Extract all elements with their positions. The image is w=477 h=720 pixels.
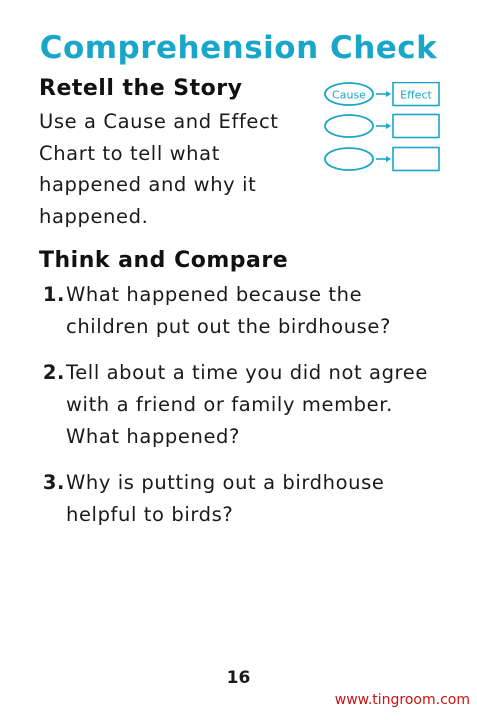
- arrow-icon: [386, 123, 391, 129]
- effect-box: [393, 148, 439, 171]
- effect-label: Effect: [400, 88, 432, 102]
- question-item: [39, 357, 439, 453]
- page-title: Comprehension Check: [39, 30, 438, 66]
- effect-box: [393, 115, 439, 138]
- question-text: What happened because the children put out the birdhouse?: [66, 283, 391, 338]
- retell-heading: Retell the Story: [39, 76, 243, 101]
- question-item: [39, 279, 439, 343]
- question-item: [39, 467, 439, 531]
- question-text: Why is putting out a birdhouse helpful to birds?: [66, 471, 385, 526]
- retell-instructions: Use a Cause and Effect Chart to tell what happened and why it happened.: [39, 110, 279, 228]
- cause-label: Cause: [332, 88, 366, 102]
- question-number: 2.: [42, 361, 65, 384]
- cause-oval: [325, 148, 373, 170]
- question-text: Tell about a time you did not agree with a friend or family member. What happened?: [66, 361, 428, 448]
- page-number: 16: [226, 668, 251, 688]
- arrow-icon: [386, 156, 391, 162]
- cause-effect-chart: [322, 82, 442, 174]
- question-number: 3.: [42, 471, 65, 494]
- watermark-link[interactable]: www.tingroom.com: [334, 692, 470, 708]
- question-number: 1.: [42, 283, 65, 306]
- arrow-icon: [386, 91, 391, 97]
- think-heading: Think and Compare: [39, 248, 289, 273]
- cause-oval: [325, 115, 373, 137]
